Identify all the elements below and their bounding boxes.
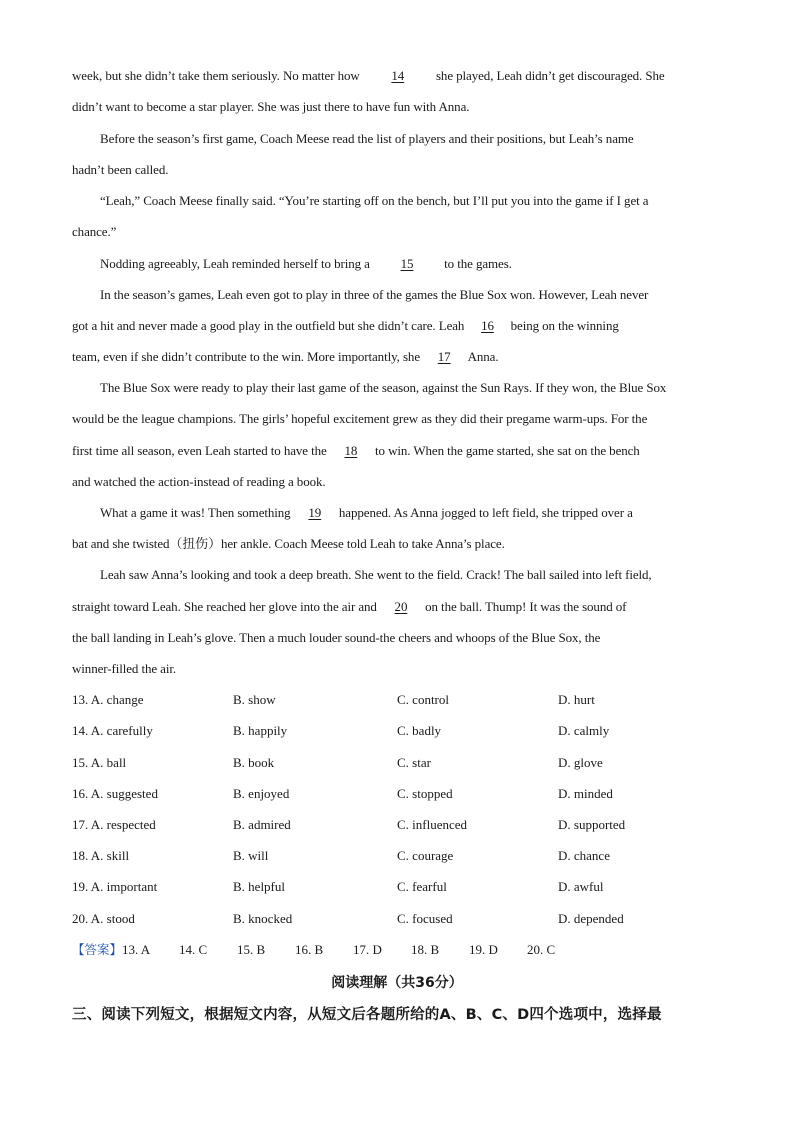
option-b: B. helpful	[233, 879, 285, 894]
passage-line	[72, 317, 732, 335]
answer-item: 18. B	[411, 942, 440, 957]
section-instruction: 三、阅读下列短文，根据短文内容，从短文后各题所给的A、B、C、D四个选项中，选择最	[72, 1007, 662, 1023]
passage-text: happened. As Anna jogged to left field, she tripped over a	[335, 505, 633, 520]
question-row	[72, 754, 732, 772]
passage-line: chance.”	[72, 224, 117, 239]
passage-text: straight toward Leah. She reached her glove into the air and	[72, 599, 380, 614]
answer-item: 13. A	[122, 942, 151, 957]
option-d: D. calmly	[558, 723, 610, 738]
answer-item: 17. D	[353, 942, 382, 957]
option-b: B. admired	[233, 817, 291, 832]
question-row	[72, 878, 732, 896]
question-row	[72, 910, 732, 928]
option-a: 18. A. skill	[72, 848, 130, 863]
passage-text: week, but she didn’t take them seriously. No matter how	[72, 68, 363, 83]
option-d: D. glove	[558, 755, 603, 770]
passage-line: and watched the action-instead of reading a book.	[72, 474, 326, 489]
option-d: D. minded	[558, 786, 613, 801]
option-c: C. star	[397, 755, 431, 770]
passage-line: The Blue Sox were ready to play their last game of the season, against the Sun Rays. If they won, the Blue Sox	[100, 380, 667, 395]
passage-line: bat and she twisted（扭伤）her ankle. Coach Meese told Leah to take Anna’s place.	[72, 536, 505, 551]
option-a: 19. A. important	[72, 879, 158, 894]
option-b: B. show	[233, 692, 276, 707]
passage-line	[100, 504, 760, 522]
answer-item: 15. B	[237, 942, 266, 957]
passage-line: In the season’s games, Leah even got to play in three of the games the Blue Sox won. However, Leah never	[100, 287, 649, 302]
option-b: B. knocked	[233, 911, 293, 926]
question-row	[72, 816, 732, 834]
passage-text: team, even if she didn’t contribute to the win. More importantly, she	[72, 349, 424, 364]
option-a: 14. A. carefully	[72, 723, 153, 738]
section-title: 阅读理解（共36分）	[331, 975, 463, 991]
question-row	[72, 722, 732, 740]
passage-text: Nodding agreeably, Leah reminded herself to bring a	[100, 256, 373, 271]
blank-18: 18	[344, 443, 358, 458]
passage-line: Before the season’s first game, Coach Meese read the list of players and their positions, but Leah’s name	[100, 131, 634, 146]
passage-line: hadn’t been called.	[72, 162, 169, 177]
option-a: 15. A. ball	[72, 755, 127, 770]
option-a: 16. A. suggested	[72, 786, 158, 801]
blank-17: 17	[437, 349, 451, 364]
option-d: D. hurt	[558, 692, 595, 707]
option-d: D. awful	[558, 879, 604, 894]
passage-text: being on the winning	[507, 318, 619, 333]
option-b: B. happily	[233, 723, 288, 738]
passage-line	[100, 255, 760, 273]
option-c: C. courage	[397, 848, 454, 863]
passage-line	[72, 67, 732, 85]
passage-text: to win. When the game started, she sat on the bench	[371, 443, 640, 458]
passage-line	[72, 442, 732, 460]
option-c: C. control	[397, 692, 449, 707]
option-c: C. focused	[397, 911, 453, 926]
option-d: D. chance	[558, 848, 610, 863]
passage-line: winner-filled the air.	[72, 661, 177, 676]
passage-text: on the ball. Thump! It was the sound of	[421, 599, 627, 614]
option-c: C. badly	[397, 723, 442, 738]
passage-line	[72, 598, 732, 616]
option-d: D. supported	[558, 817, 626, 832]
answer-item: 16. B	[295, 942, 324, 957]
answer-item: 19. D	[469, 942, 498, 957]
answer-tag: 【答案】	[72, 942, 123, 957]
option-c: C. stopped	[397, 786, 453, 801]
passage-text: to the games.	[441, 256, 512, 271]
blank-19: 19	[308, 505, 322, 520]
answer-item: 20. C	[527, 942, 556, 957]
option-b: B. book	[233, 755, 275, 770]
blank-16: 16	[481, 318, 494, 333]
passage-line: would be the league champions. The girls’ hopeful excitement grew as they did their pregame warm-ups. For the	[72, 411, 648, 426]
passage-line: “Leah,” Coach Meese finally said. “You’re starting off on the bench, but I’ll put you into the game if I get a	[100, 193, 649, 208]
passage-line: didn’t want to become a star player. She was just there to have fun with Anna.	[72, 99, 470, 114]
option-a: 13. A. change	[72, 692, 144, 707]
option-a: 20. A. stood	[72, 911, 135, 926]
blank-14: 14	[391, 68, 405, 83]
question-row	[72, 691, 732, 709]
passage-text: she played, Leah didn’t get discouraged. She	[432, 68, 665, 83]
passage-text: got a hit and never made a good play in the outfield but she didn’t care. Leah	[72, 318, 468, 333]
blank-15: 15	[400, 256, 414, 271]
question-row	[72, 847, 732, 865]
passage-text: What a game it was! Then something	[100, 505, 294, 520]
option-b: B. will	[233, 848, 269, 863]
passage-line	[72, 348, 732, 366]
option-a: 17. A. respected	[72, 817, 156, 832]
option-b: B. enjoyed	[233, 786, 290, 801]
option-c: C. influenced	[397, 817, 468, 832]
passage-text: first time all season, even Leah started to have the	[72, 443, 330, 458]
question-row	[72, 785, 732, 803]
option-d: D. depended	[558, 911, 624, 926]
answer-key	[72, 941, 555, 959]
option-c: C. fearful	[397, 879, 447, 894]
passage-line: the ball landing in Leah’s glove. Then a much louder sound-the cheers and whoops of the Blue Sox, the	[72, 630, 601, 645]
blank-20: 20	[394, 599, 408, 614]
answer-item: 14. C	[179, 942, 208, 957]
passage-line: Leah saw Anna’s looking and took a deep breath. She went to the field. Crack! The ball sailed into left field,	[100, 567, 652, 582]
passage-text: Anna.	[465, 349, 499, 364]
